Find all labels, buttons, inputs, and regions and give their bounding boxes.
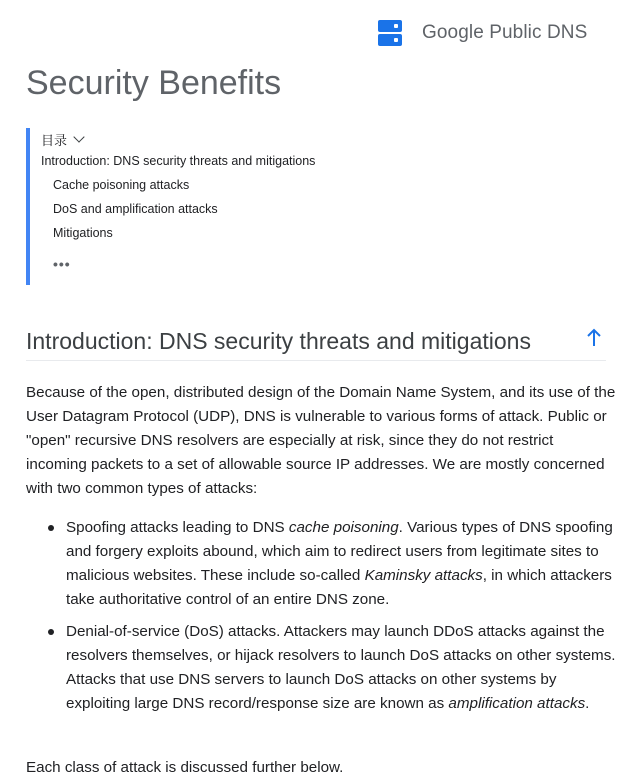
toc-toggle[interactable]: [41, 130, 83, 149]
bullet-dot: [48, 525, 54, 531]
logo-bar-bottom: [378, 34, 402, 46]
chevron-down-icon: [73, 131, 84, 142]
bullet-text: , in which attackers take authoritative control of an entire DNS zone.: [66, 567, 612, 608]
logo-bar-top: [378, 20, 402, 32]
section-heading: Introduction: DNS security threats and mitigations: [26, 328, 531, 354]
bullet-dot: [48, 629, 54, 635]
list-item: [26, 516, 616, 612]
bullet-text: Denial-of-service (DoS) attacks. Attackers may launch DDoS attacks against the resolvers themselves, or hijack resolvers to launch DoS attacks on other systems. Attacks that use DNS servers to launch DoS attacks on other systems by exploiting large DNS record/response size are known as: [66, 623, 616, 712]
dns-server-icon[interactable]: [378, 20, 402, 46]
intro-paragraph: Because of the open, distributed design of the Domain Name System, and its use of the User Datagram Protocol (UDP), DNS is vulnerable to various forms of attack. Public or "open" recursive DNS resolvers are especially at risk, since they do not restrict incoming packets to a set of allowable source IP addresses. We are mostly concerned with two common types of attacks:: [26, 384, 616, 497]
toc-toggle-label: 目录: [41, 133, 68, 148]
product-name[interactable]: Google Public DNS: [422, 22, 588, 43]
bullet-emphasis: Kaminsky attacks: [364, 567, 483, 584]
toc-more-button[interactable]: •••: [53, 256, 71, 272]
closing-paragraph: Each class of attack is discussed further below.: [26, 759, 344, 776]
bullet-text: .: [585, 695, 590, 712]
toc-item-cache-poisoning[interactable]: Cache poisoning attacks: [53, 178, 190, 192]
bullet-text: . Various types of DNS spoofing and forgery exploits abound, which aim to redirect users from legitimate sites to malicious websites. These include so-called: [66, 519, 613, 584]
table-of-contents: [26, 128, 586, 285]
attack-types-list: [26, 516, 616, 724]
section-divider: [26, 360, 606, 361]
toc-item-mitigations[interactable]: Mitigations: [53, 226, 113, 240]
toc-item-introduction[interactable]: Introduction: DNS security threats and mitigations: [41, 154, 316, 168]
bullet-emphasis: cache poisoning: [288, 519, 399, 536]
bullet-text: Spoofing attacks leading to DNS: [66, 519, 289, 536]
bullet-emphasis: amplification attacks: [448, 695, 586, 712]
site-header: [378, 18, 587, 48]
arrow-up-icon[interactable]: [584, 327, 604, 349]
list-item: [26, 620, 616, 716]
toc-item-dos-amplification[interactable]: DoS and amplification attacks: [53, 202, 218, 216]
page-title: Security Benefits: [26, 64, 282, 102]
